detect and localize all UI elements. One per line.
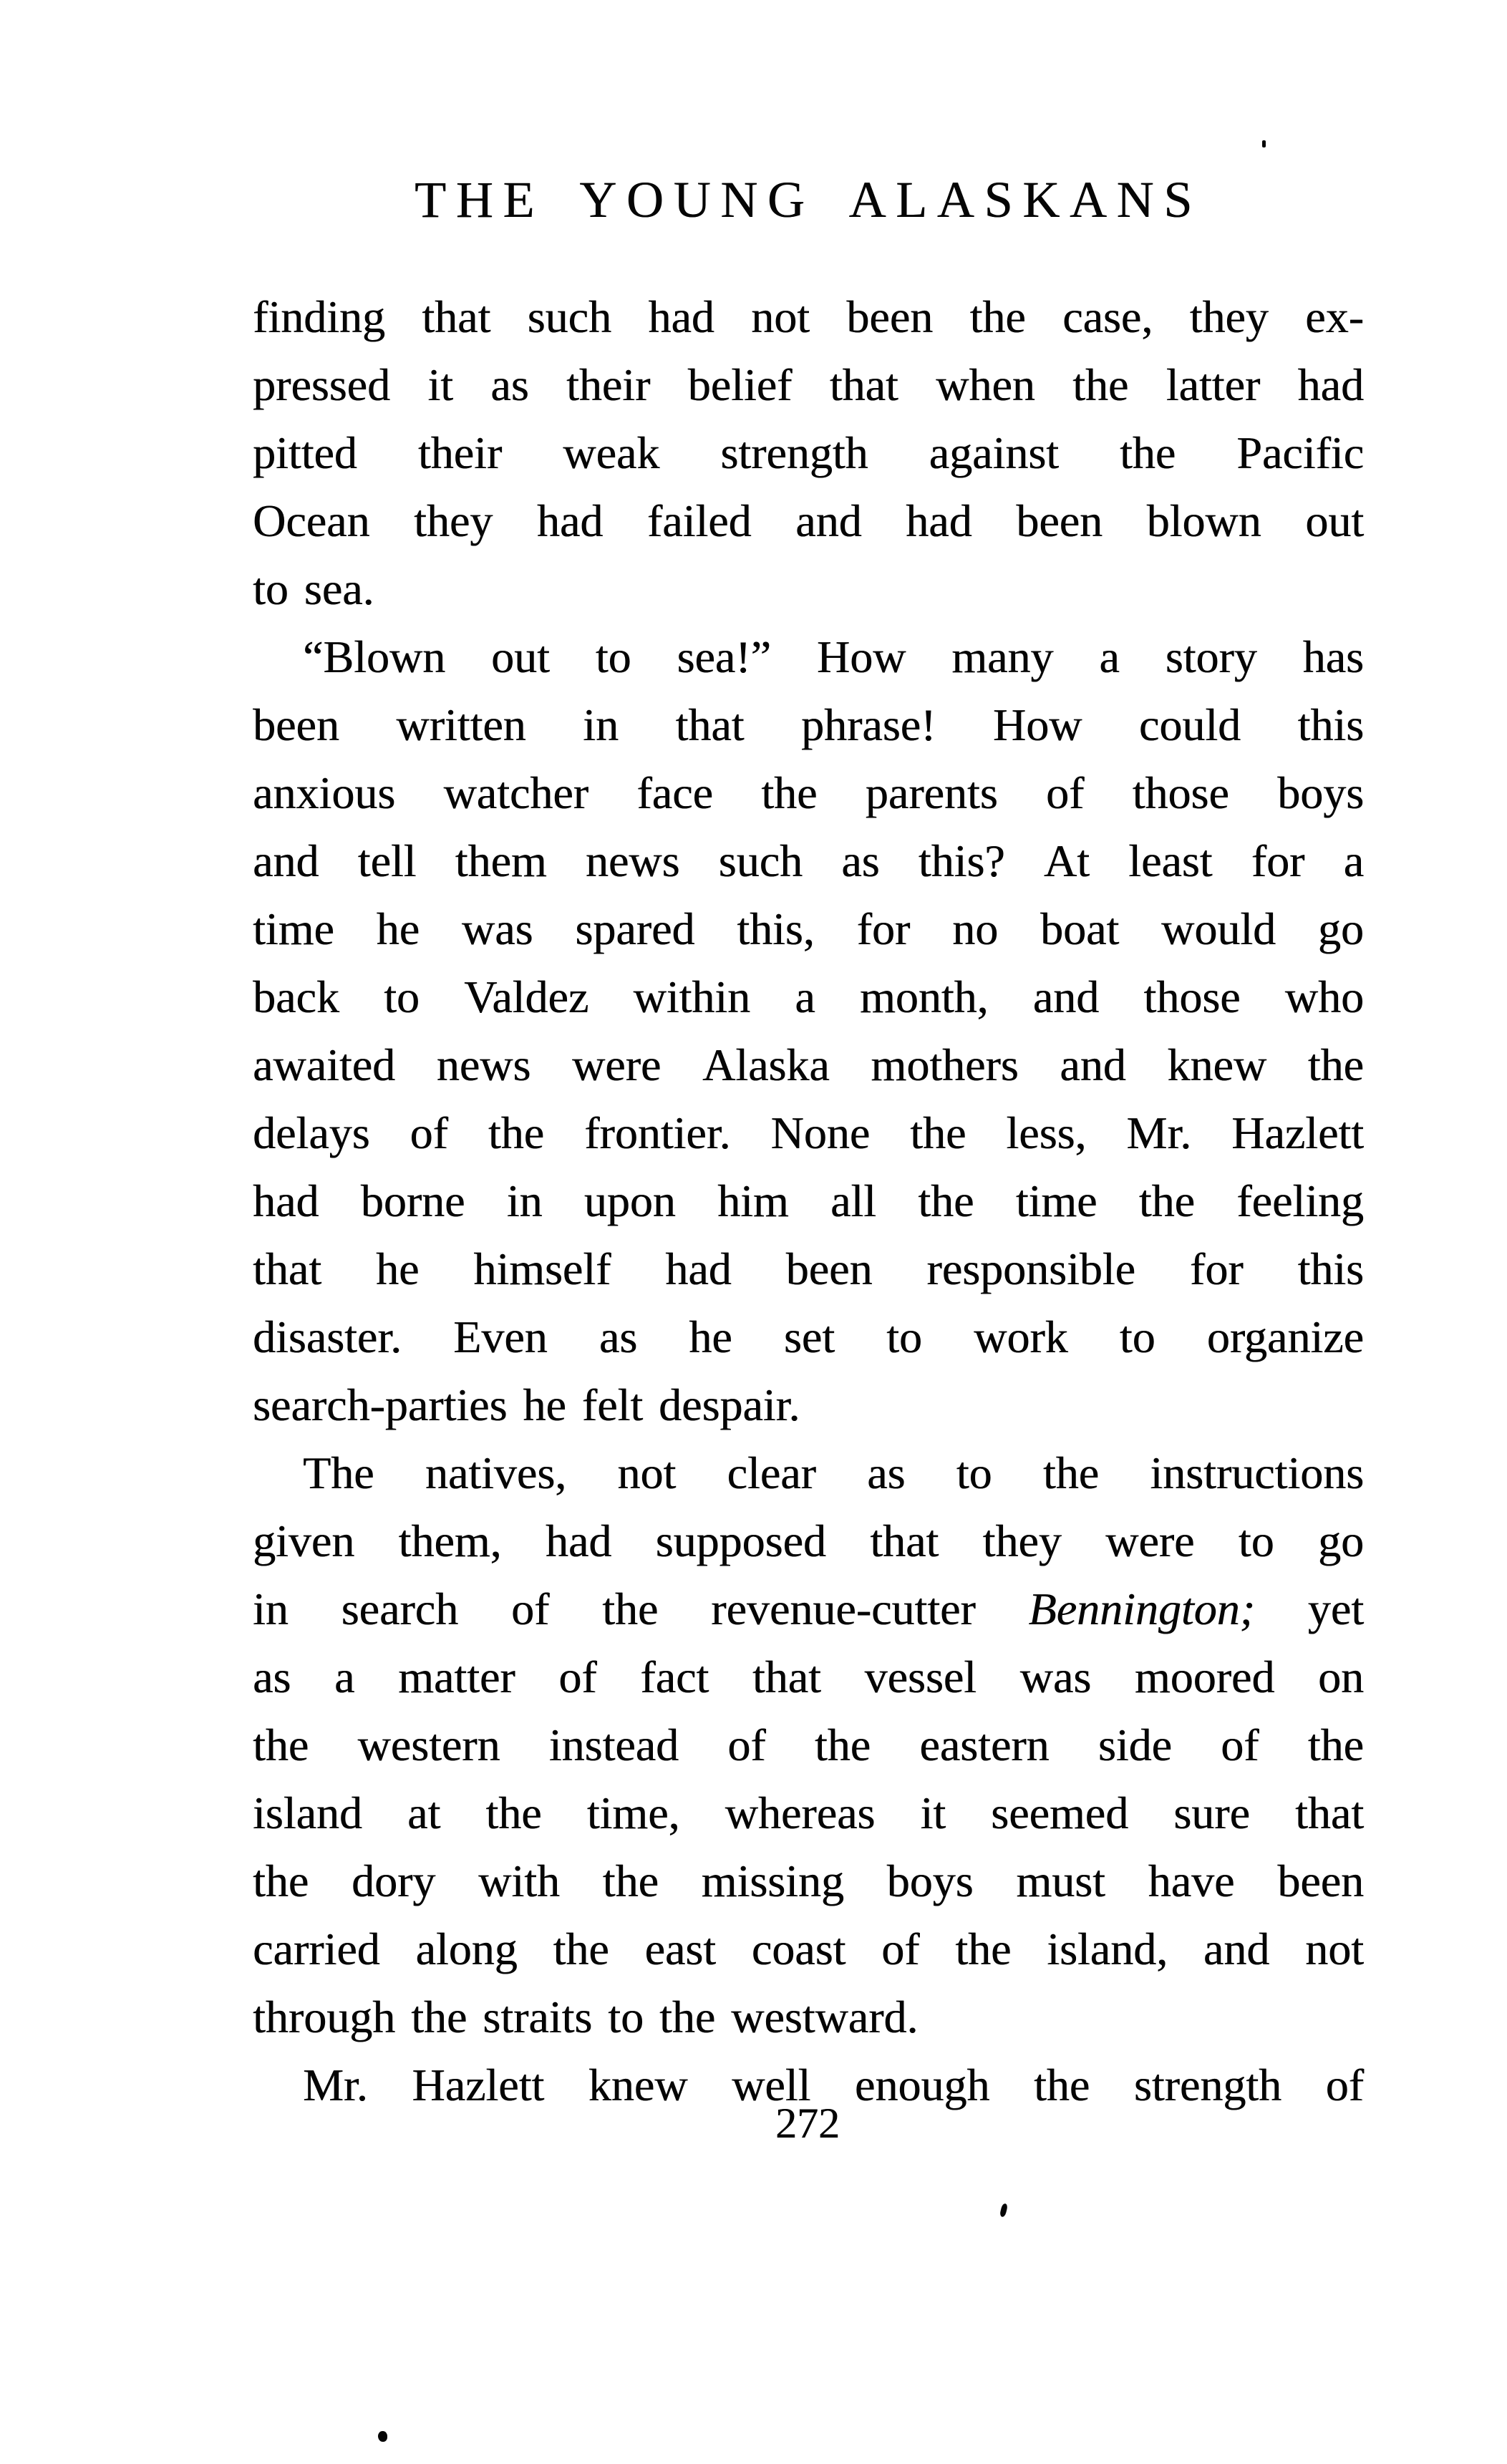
word: with (478, 1856, 560, 1906)
page-text (253, 283, 1364, 2119)
word: fact (640, 1651, 709, 1702)
word: sea. (304, 563, 374, 614)
word: a (334, 1651, 355, 1702)
word: as (599, 1311, 638, 1362)
word: of (558, 1651, 597, 1702)
word: the (955, 1924, 1012, 1974)
word: have (1148, 1856, 1235, 1906)
word: to (886, 1311, 922, 1362)
word: Ocean (253, 495, 370, 546)
word: of (1325, 2060, 1364, 2110)
word: those (1132, 767, 1229, 818)
word: seemed (991, 1788, 1129, 1838)
word: at (407, 1788, 441, 1838)
word: the (1042, 1447, 1100, 1498)
text-line (253, 351, 1364, 419)
word: the (253, 1856, 309, 1906)
word: they (982, 1515, 1062, 1566)
text-line (253, 1847, 1364, 1915)
word: in (506, 1175, 543, 1226)
word: instead (548, 1720, 679, 1770)
word: this, (737, 903, 815, 954)
word: strength (720, 427, 868, 478)
word: the (602, 1856, 659, 1906)
word: of (510, 1583, 550, 1634)
word: delays (253, 1107, 370, 1158)
word: phrase! (800, 699, 936, 750)
word: finding (253, 291, 385, 342)
word: in (253, 1583, 289, 1634)
word: as (253, 1651, 291, 1702)
word: knew (588, 2060, 688, 2110)
word: disaster. (253, 1311, 402, 1362)
word: Mr. (303, 2060, 368, 2110)
word: anxious (253, 767, 396, 818)
word: natives, (425, 1447, 567, 1498)
word: a (1099, 631, 1120, 682)
word: he (376, 903, 420, 954)
word: been (1016, 495, 1103, 546)
word: he (689, 1311, 732, 1362)
word: this? (918, 835, 1005, 886)
word: and (1060, 1039, 1126, 1090)
word: through (253, 1992, 396, 2042)
text-line (253, 1983, 1364, 2051)
text-line (253, 1031, 1364, 1099)
word: latter (1166, 359, 1261, 410)
word: against (929, 427, 1059, 478)
word: clear (727, 1447, 816, 1498)
text-line (253, 1099, 1364, 1167)
word: month, (859, 971, 989, 1022)
word: no (952, 903, 999, 954)
word: dory (351, 1856, 436, 1906)
text-line (253, 1371, 1364, 1439)
word: when (936, 359, 1035, 410)
word: search (341, 1583, 459, 1634)
word: written (396, 699, 526, 750)
word: None (770, 1107, 871, 1158)
text-line (253, 283, 1364, 351)
word: ex- (1305, 291, 1364, 342)
word: the (411, 1992, 467, 2042)
word: “Blown (303, 631, 446, 682)
word: the (485, 1788, 542, 1838)
word: been (1277, 1856, 1364, 1906)
word: upon (583, 1175, 676, 1226)
word: of (1045, 767, 1085, 818)
word: east (644, 1924, 716, 1974)
word: in (583, 699, 619, 750)
word: least (1128, 835, 1213, 886)
word: the (969, 291, 1026, 342)
word: given (253, 1515, 355, 1566)
word: eastern (919, 1720, 1050, 1770)
word: he (375, 1243, 420, 1294)
word: to (253, 563, 289, 614)
word: as (490, 359, 529, 410)
word: that (870, 1515, 939, 1566)
word: him (717, 1175, 789, 1226)
word: on (1318, 1651, 1364, 1702)
word: of (410, 1107, 448, 1158)
word: the (814, 1720, 871, 1770)
word: the (910, 1107, 966, 1158)
word: could (1138, 699, 1241, 750)
word: that (829, 359, 898, 410)
word: instructions (1150, 1447, 1364, 1498)
word: go (1317, 903, 1364, 954)
text-line (253, 1575, 1364, 1643)
word: feeling (1236, 1175, 1364, 1226)
text-line (253, 1711, 1364, 1779)
word: them, (398, 1515, 502, 1566)
text-line (253, 1439, 1364, 1507)
word: frontier. (584, 1107, 731, 1158)
word: the (1307, 1720, 1364, 1770)
ink-speck-bottom-left (378, 2431, 387, 2442)
word: Bennington; (1028, 1583, 1255, 1634)
word: been (846, 291, 934, 342)
word: responsible (926, 1243, 1135, 1294)
word: the (1120, 427, 1176, 478)
word: side (1097, 1720, 1172, 1770)
word: watcher (443, 767, 588, 818)
running-head: THE YOUNG ALASKANS (415, 171, 1202, 228)
word: the (1307, 1039, 1364, 1090)
word: supposed (655, 1515, 826, 1566)
word: island, (1047, 1924, 1168, 1974)
word: had (648, 291, 714, 342)
word: boys (1277, 767, 1364, 818)
word: go (1317, 1515, 1364, 1566)
word: weak (563, 427, 660, 478)
word: Alaska (702, 1039, 830, 1090)
word: it (427, 359, 453, 410)
word: to (608, 1992, 644, 2042)
word: been (785, 1243, 873, 1294)
word: they (1189, 291, 1269, 342)
word: had (1297, 359, 1364, 410)
word: had (665, 1243, 732, 1294)
word: Mr. (1126, 1107, 1192, 1158)
word: Pacific (1236, 427, 1364, 478)
word: and (1032, 971, 1100, 1022)
word: work (974, 1311, 1068, 1362)
word: a (795, 971, 815, 1022)
word: that (1295, 1788, 1364, 1838)
word: coast (751, 1924, 846, 1974)
word: to (1238, 1515, 1274, 1566)
word: this (1297, 1243, 1364, 1294)
word: At (1043, 835, 1090, 886)
word: boys (886, 1856, 974, 1906)
word: westward. (731, 1992, 919, 2042)
word: carried (253, 1924, 380, 1974)
word: the (602, 1583, 659, 1634)
word: along (415, 1924, 518, 1974)
word: not (1305, 1924, 1364, 1974)
word: pressed (253, 359, 390, 410)
word: as (867, 1447, 906, 1498)
word: mothers (871, 1039, 1019, 1090)
word: to (956, 1447, 992, 1498)
word: has (1302, 631, 1364, 682)
word: well (732, 2060, 811, 2110)
word: parents (865, 767, 998, 818)
word: for (856, 903, 911, 954)
word: them (455, 835, 547, 886)
word: to (595, 631, 631, 682)
word: time (253, 903, 334, 954)
word: were (571, 1039, 662, 1090)
word: had (253, 1175, 319, 1226)
text-line (253, 895, 1364, 963)
text-line (253, 1507, 1364, 1575)
word: enough (854, 2060, 990, 2110)
word: yet (1307, 1583, 1364, 1634)
word: search-parties (253, 1379, 508, 1430)
word: would (1161, 903, 1276, 954)
word: How (816, 631, 906, 682)
word: Valdez (464, 971, 589, 1022)
word: must (1016, 1856, 1105, 1906)
word: straits (483, 1992, 593, 2042)
text-line (253, 1303, 1364, 1371)
word: that (752, 1651, 821, 1702)
word: within (633, 971, 751, 1022)
word: of (881, 1924, 920, 1974)
word: the (761, 767, 818, 818)
word: the (659, 1992, 716, 2042)
word: matter (398, 1651, 515, 1702)
word: were (1105, 1515, 1195, 1566)
word: news (585, 835, 680, 886)
word: for (1189, 1243, 1244, 1294)
word: western (357, 1720, 500, 1770)
word: vessel (864, 1651, 977, 1702)
word: himself (473, 1243, 611, 1294)
word: Hazlett (412, 2060, 545, 2110)
word: that (422, 291, 491, 342)
word: set (783, 1311, 835, 1362)
word: organize (1206, 1311, 1364, 1362)
text-line (253, 827, 1364, 895)
word: case, (1062, 291, 1153, 342)
text-line (253, 487, 1364, 555)
word: How (992, 699, 1082, 750)
word: pitted (253, 427, 357, 478)
text-line (253, 555, 1364, 623)
word: knew (1167, 1039, 1267, 1090)
text-line (253, 623, 1364, 691)
word: such (527, 291, 611, 342)
text-line (253, 759, 1364, 827)
ink-speck-top-right (1262, 140, 1266, 147)
word: sure (1173, 1788, 1250, 1838)
word: those (1143, 971, 1241, 1022)
page-number: 272 (775, 2100, 840, 2147)
word: as (841, 835, 880, 886)
text-line (253, 691, 1364, 759)
word: tell (357, 835, 417, 886)
word: felt (581, 1379, 644, 1430)
word: sea!” (677, 631, 771, 682)
ink-mark-below-folio (999, 2203, 1008, 2217)
text-line (253, 963, 1364, 1031)
word: story (1165, 631, 1257, 682)
word: revenue-cutter (711, 1583, 976, 1634)
word: their (417, 427, 503, 478)
word: was (461, 903, 533, 954)
word: boat (1040, 903, 1120, 954)
word: awaited (253, 1039, 395, 1090)
word: of (1221, 1720, 1259, 1770)
word: blown (1146, 495, 1261, 546)
word: a (1343, 835, 1364, 886)
word: back (253, 971, 339, 1022)
word: out (1305, 495, 1364, 546)
word: time, (586, 1788, 680, 1838)
word: that (253, 1243, 321, 1294)
word: the (1033, 2060, 1090, 2110)
word: for (1251, 835, 1305, 886)
word: the (1072, 359, 1129, 410)
word: despair. (659, 1379, 800, 1430)
text-line (253, 1643, 1364, 1711)
word: the (918, 1175, 974, 1226)
word: moored (1134, 1651, 1275, 1702)
word: failed (646, 495, 752, 546)
word: Even (453, 1311, 548, 1362)
word: borne (360, 1175, 465, 1226)
word: that (675, 699, 745, 750)
word: of (727, 1720, 766, 1770)
word: was (1019, 1651, 1092, 1702)
word: the (253, 1720, 309, 1770)
word: the (488, 1107, 545, 1158)
word: news (436, 1039, 531, 1090)
word: missing (701, 1856, 844, 1906)
word: less, (1006, 1107, 1087, 1158)
word: island (253, 1788, 362, 1838)
word: such (718, 835, 803, 886)
word: they (414, 495, 493, 546)
word: this (1297, 699, 1364, 750)
word: spared (575, 903, 695, 954)
word: out (491, 631, 550, 682)
word: whereas (725, 1788, 876, 1838)
word: the (553, 1924, 609, 1974)
word: and (795, 495, 862, 546)
word: and (253, 835, 319, 886)
text-line (253, 1779, 1364, 1847)
word: the (1138, 1175, 1195, 1226)
word: The (303, 1447, 374, 1498)
word: been (253, 699, 339, 750)
word: to (384, 971, 420, 1022)
word: belief (687, 359, 793, 410)
word: he (523, 1379, 566, 1430)
word: it (920, 1788, 946, 1838)
word: not (617, 1447, 677, 1498)
text-line (253, 419, 1364, 487)
word: their (566, 359, 651, 410)
text-line (253, 1167, 1364, 1235)
word: not (751, 291, 810, 342)
word: had (536, 495, 604, 546)
word: who (1284, 971, 1364, 1022)
text-line (253, 1915, 1364, 1983)
word: Hazlett (1231, 1107, 1364, 1158)
word: had (906, 495, 972, 546)
word: many (951, 631, 1054, 682)
word: strength (1133, 2060, 1281, 2110)
word: to (1119, 1311, 1155, 1362)
word: and (1203, 1924, 1270, 1974)
word: had (545, 1515, 612, 1566)
word: all (830, 1175, 876, 1226)
word: time (1015, 1175, 1097, 1226)
text-line (253, 1235, 1364, 1303)
word: face (636, 767, 713, 818)
